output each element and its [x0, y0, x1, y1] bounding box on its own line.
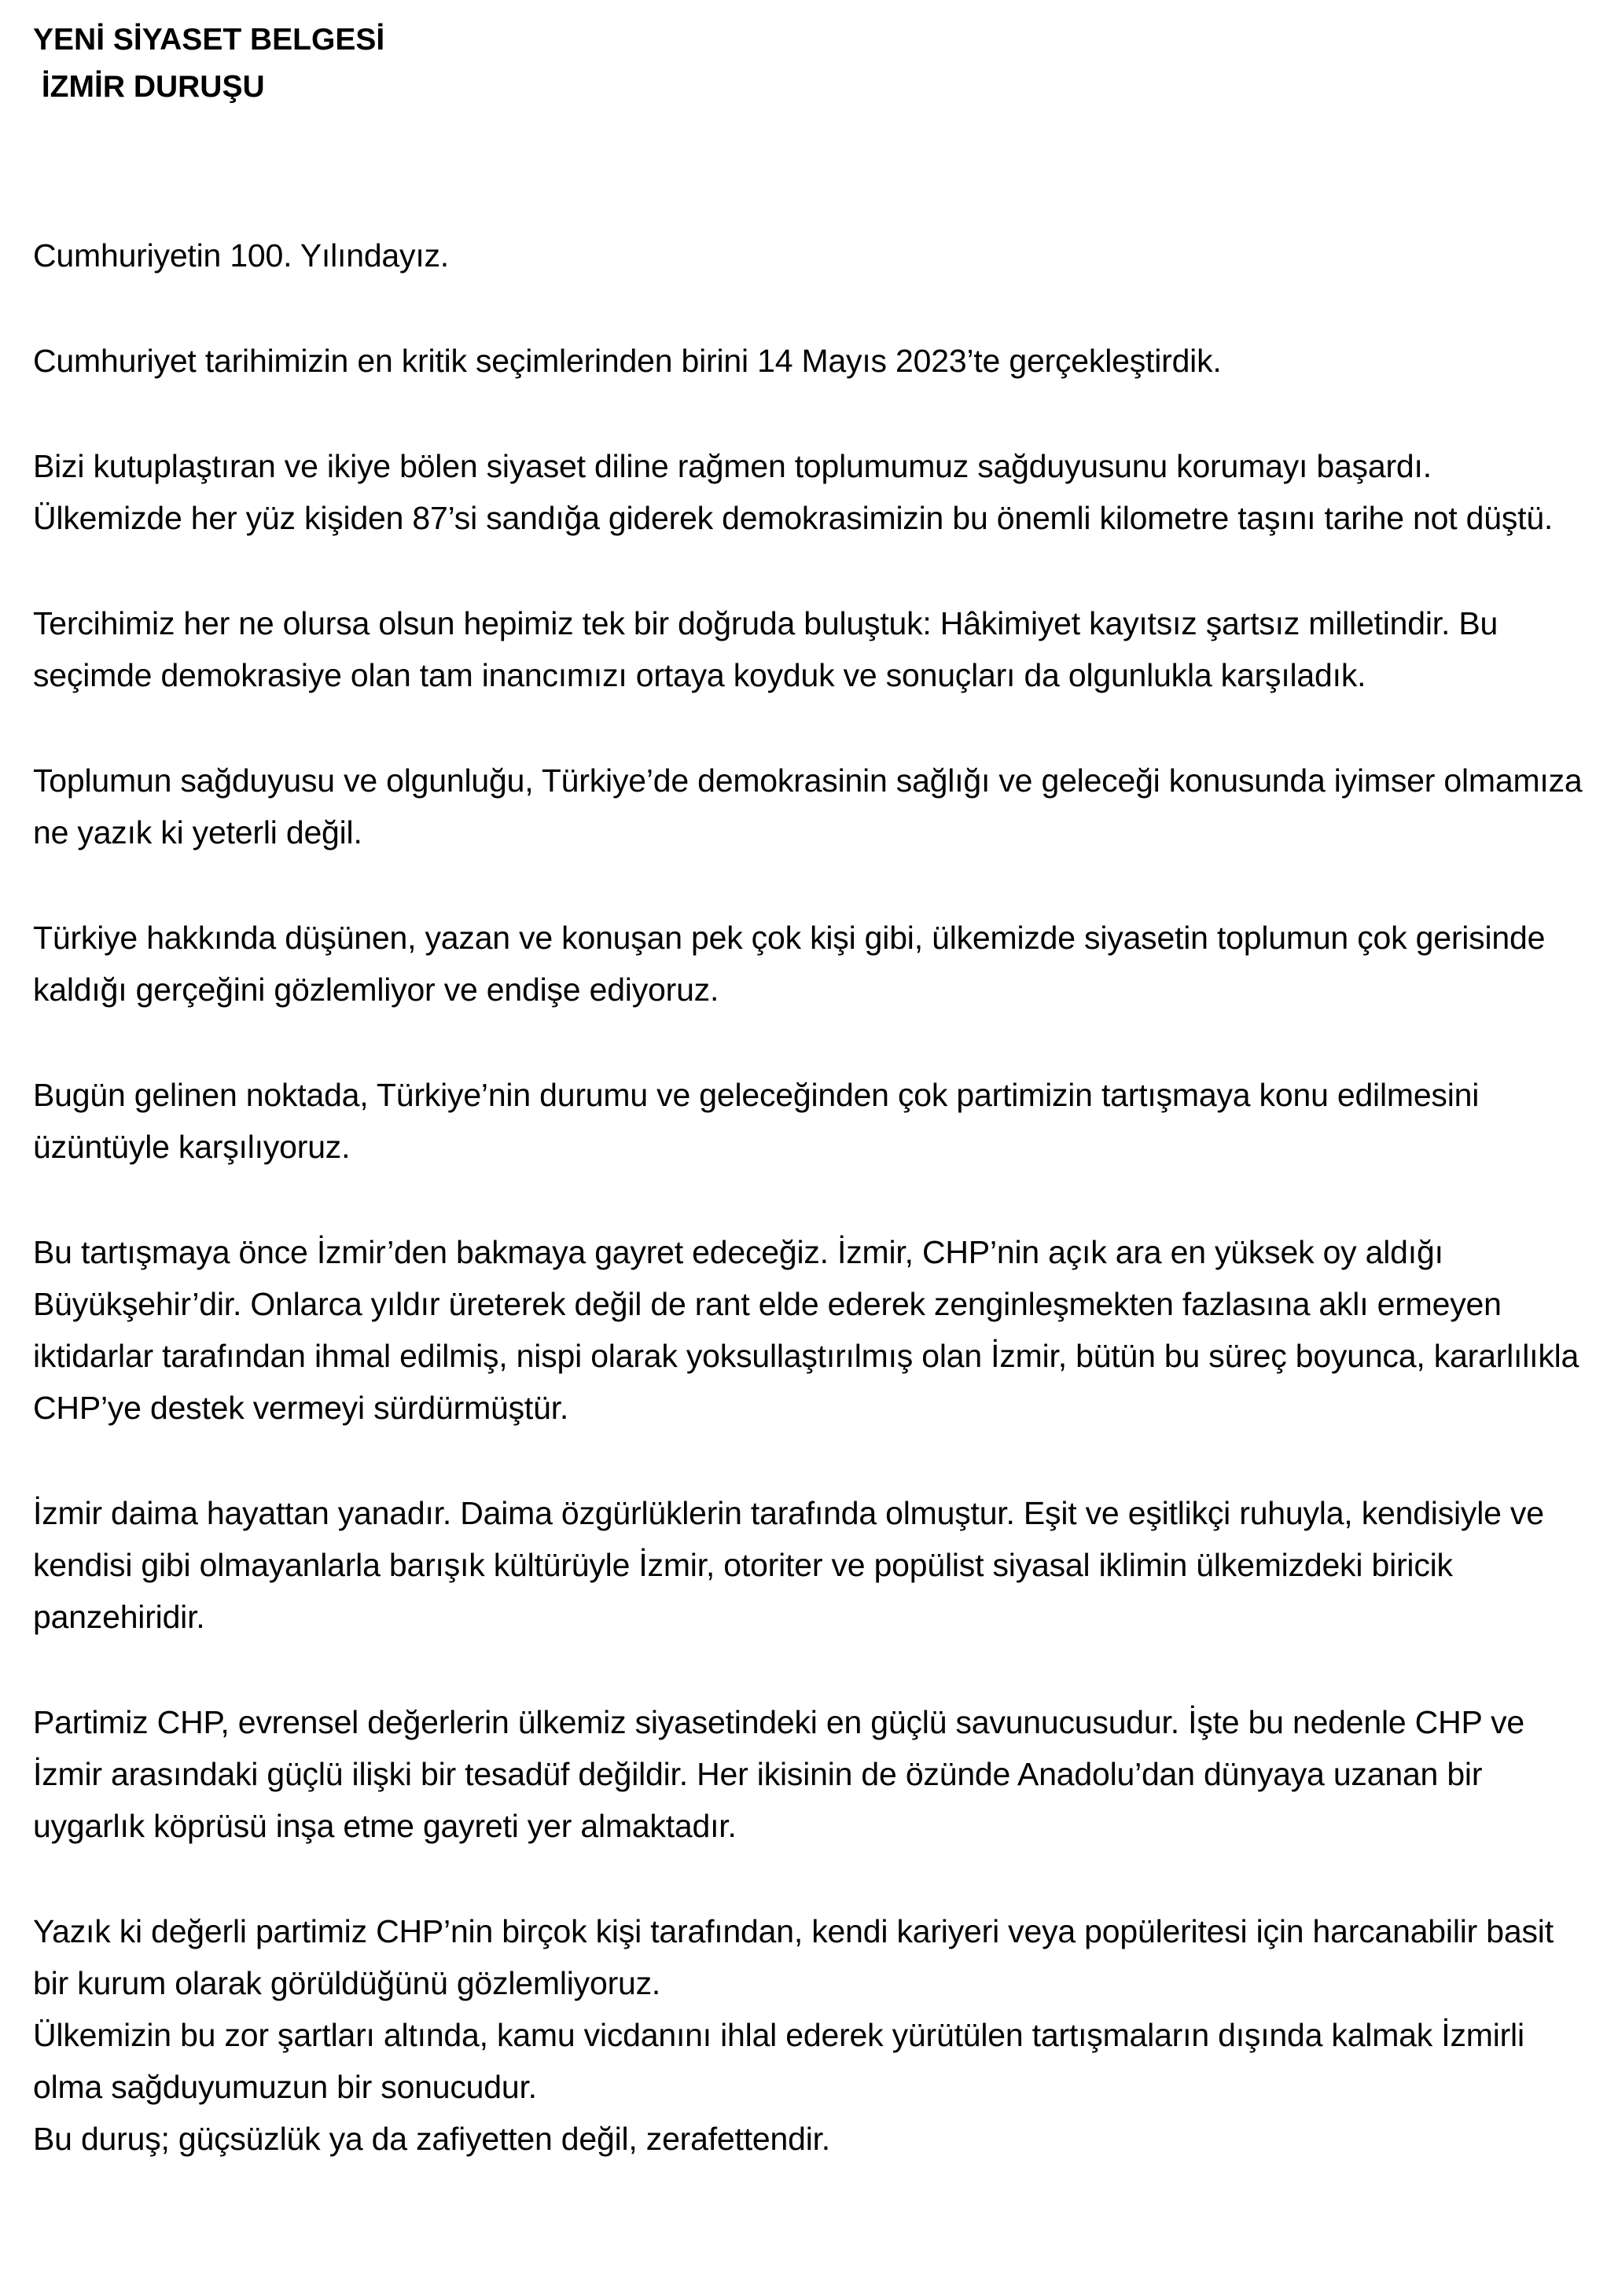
paragraph: Bugün gelinen noktada, Türkiye’nin durumu ve geleceğinden çok partimizin tartışmaya konu edilmesini üzüntüyle karşılıyoruz. [33, 1077, 1480, 1165]
document-subtitle: İZMİR DURUŞU [33, 70, 265, 104]
paragraph: Toplumun sağduyusu ve olgunluğu, Türkiye’de demokrasinin sağlığı ve geleceği konusunda iyimser olmamıza ne yazık ki yeterli değil. [33, 762, 1583, 850]
paragraph: Ülkemizin bu zor şartları altında, kamu vicdanını ihlal ederek yürütülen tartışmaların dışında kalmak İzmirli olma sağduyumuzun bir sonucudur. [33, 2017, 1524, 2105]
document-title: YENİ SİYASET BELGESİ [33, 23, 385, 57]
paragraph: Bizi kutuplaştıran ve ikiye bölen siyaset diline rağmen toplumumuz sağduyusunu korumayı başardı. Ülkemizde her yüz kişiden 87’si sandığa giderek demokrasimizin bu önemli kilometre taşını tarihe not düştü. [33, 448, 1554, 536]
paragraph: Cumhuriyetin 100. Yılındayız. [33, 237, 450, 274]
paragraph: Cumhuriyet tarihimizin en kritik seçimlerinden birini 14 Mayıs 2023’te gerçekleştirdik. [33, 343, 1222, 379]
paragraph: Yazık ki değerli partimiz CHP’nin birçok kişi tarafından, kendi kariyeri veya popüleritesi için harcanabilir basit bir kurum olarak görüldüğünü gözlemliyoruz. [33, 1913, 1554, 2001]
paragraph: Tercihimiz her ne olursa olsun hepimiz tek bir doğruda buluştuk: Hâkimiyet kayıtsız şartsız milletindir. Bu seçimde demokrasiye olan tam inancımızı ortaya koyduk ve sonuçları da olgunlukla karşıladık. [33, 605, 1498, 693]
paragraph: İzmir daima hayattan yanadır. Daima özgürlüklerin tarafında olmuştur. Eşit ve eşitlikçi ruhuyla, kendisiyle ve kendisi gibi olmayanlarla barışık kültürüyle İzmir, otoriter ve popülist siyasal iklimin ülkemizdeki biricik panzehiridir. [33, 1495, 1544, 1635]
document-page [33, 11, 1586, 2165]
document-body [33, 230, 1586, 2165]
paragraph: Partimiz CHP, evrensel değerlerin ülkemiz siyasetindeki en güçlü savunucusudur. İşte bu nedenle CHP ve İzmir arasındaki güçlü ilişki bir tesadüf değildir. Her ikisinin de özünde Anadolu’dan dünyaya uzanan bir uygarlık köprüsü inşa etme gayreti yer almaktadır. [33, 1704, 1524, 1844]
paragraph: Bu duruş; güçsüzlük ya da zafiyetten değil, zerafettendir. [33, 2121, 831, 2157]
paragraph: Türkiye hakkında düşünen, yazan ve konuşan pek çok kişi gibi, ülkemizde siyasetin toplumun çok gerisinde kaldığı gerçeğini gözlemliyor ve endişe ediyoruz. [33, 920, 1546, 1008]
paragraph: Bu tartışmaya önce İzmir’den bakmaya gayret edeceğiz. İzmir, CHP’nin açık ara en yüksek oy aldığı Büyükşehir’dir. Onlarca yıldır üreterek değil de rant elde ederek zenginleşmekten fazlasına aklı ermeyen iktidarlar tarafından ihmal edilmiş, nispi olarak yoksullaştırılmış olan İzmir, bütün bu süreç boyunca, kararlılıkla CHP’ye destek vermeyi sürdürmüştür. [33, 1234, 1579, 1426]
